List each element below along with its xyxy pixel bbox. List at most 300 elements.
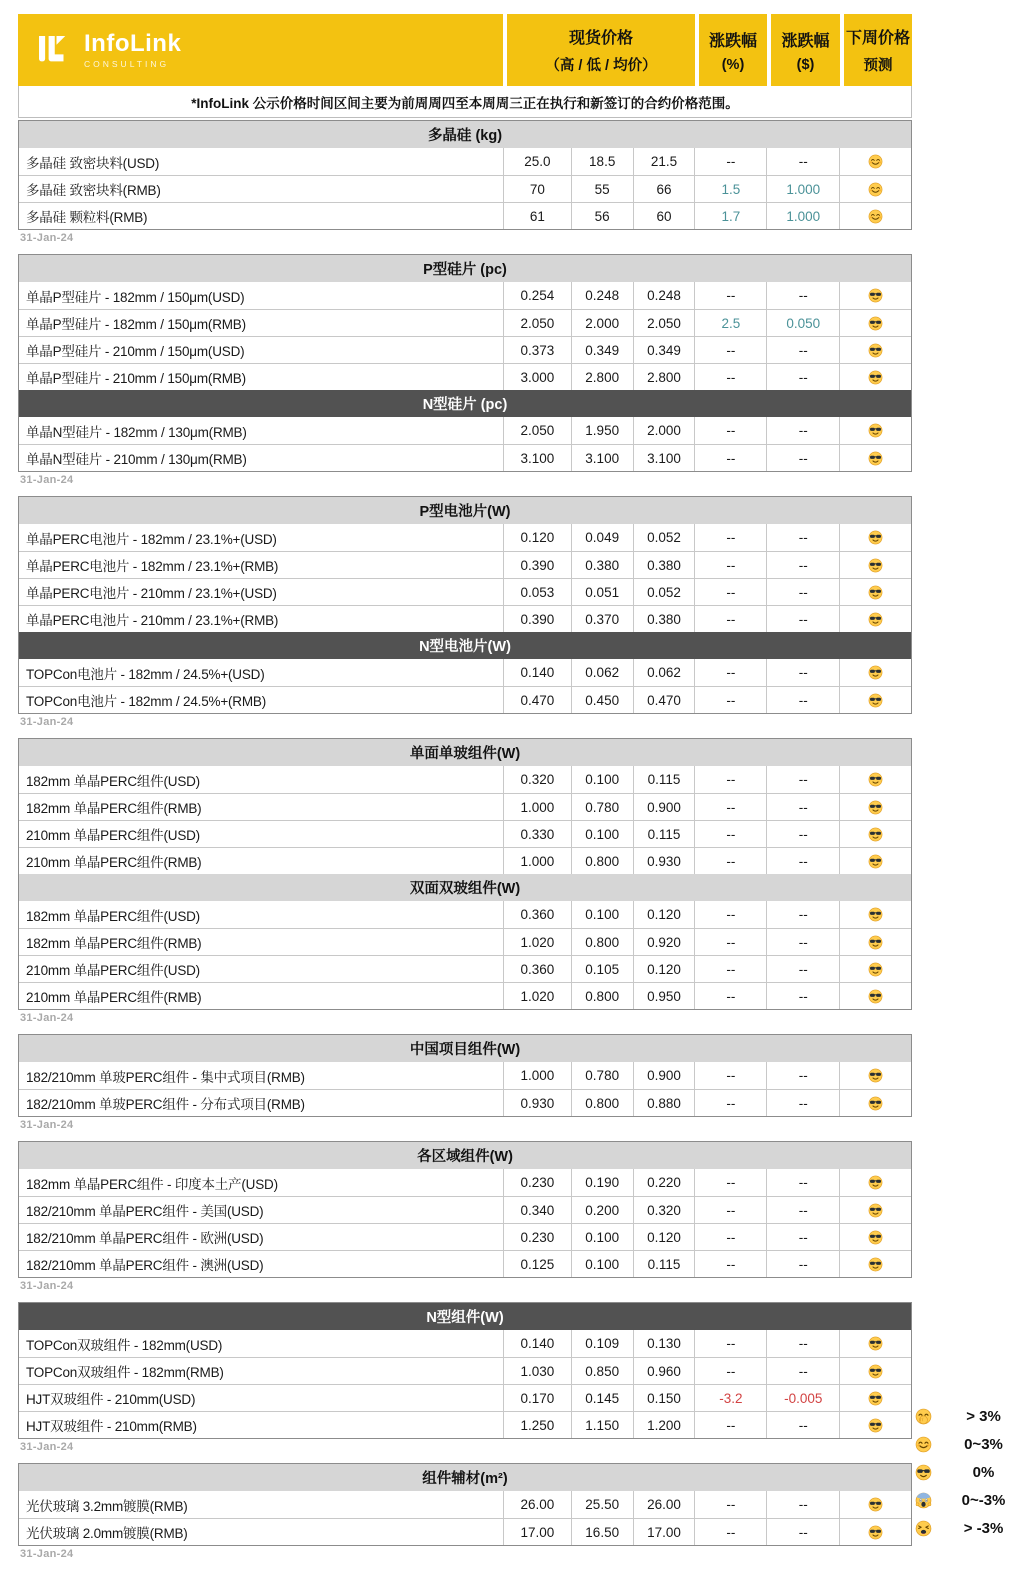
product-name-cell: 182mm 单晶PERC组件(USD) bbox=[26, 773, 200, 789]
product-name-cell: TOPCon双玻组件 - 182mm(USD) bbox=[26, 1337, 223, 1353]
section-header: 各区域组件(W) bbox=[19, 1142, 911, 1169]
product-name-cell: TOPCon电池片 - 182mm / 24.5%+(USD) bbox=[26, 666, 265, 682]
high-price-cell: 0.340 bbox=[503, 1197, 571, 1223]
low-price-cell: 0.062 bbox=[571, 659, 633, 686]
product-name-cell: 182/210mm 单玻PERC组件 - 集中式项目(RMB) bbox=[26, 1069, 305, 1085]
change-usd-cell: -0.005 bbox=[766, 1385, 839, 1411]
avg-price-cell: 0.120 bbox=[633, 1224, 695, 1250]
legend-emoji-wrap bbox=[905, 1520, 941, 1537]
high-price-cell: 1.250 bbox=[503, 1412, 571, 1438]
change-usd-cell: -- bbox=[766, 659, 839, 686]
cool-emoji-icon bbox=[868, 558, 883, 573]
forecast-cell bbox=[839, 337, 911, 363]
product-name-cell: 单晶PERC电池片 - 210mm / 23.1%+(RMB) bbox=[26, 613, 279, 628]
product-name-cell: 210mm 单晶PERC组件(RMB) bbox=[26, 990, 202, 1005]
product-name-cell: 多晶硅 致密块料(RMB) bbox=[26, 183, 161, 198]
change-usd-cell: -- bbox=[766, 1358, 839, 1384]
section-header: 双面双玻组件(W) bbox=[19, 874, 911, 901]
section-block bbox=[18, 1034, 912, 1117]
legend-item bbox=[905, 1514, 1026, 1542]
avg-price-cell: 3.100 bbox=[633, 445, 695, 471]
forecast-cell bbox=[839, 364, 911, 390]
date-label: 31-Jan-24 bbox=[20, 716, 74, 728]
low-price-cell: 2.000 bbox=[571, 310, 633, 336]
product-name-cell: 210mm 单晶PERC组件(USD) bbox=[26, 828, 200, 843]
product-name-cell: 单晶P型硅片 - 210mm / 150μm(RMB) bbox=[26, 371, 246, 386]
table-row bbox=[19, 1169, 911, 1196]
change-usd-subtitle: ($) bbox=[796, 56, 815, 73]
cool-emoji-icon bbox=[868, 612, 883, 627]
table-row bbox=[19, 1384, 911, 1411]
high-price-cell: 1.000 bbox=[503, 794, 571, 820]
avg-price-cell: 0.052 bbox=[633, 579, 695, 605]
change-usd-cell: -- bbox=[766, 983, 839, 1009]
cool-emoji-icon bbox=[868, 530, 883, 545]
low-price-cell: 0.100 bbox=[571, 1251, 633, 1277]
table-header bbox=[18, 14, 912, 86]
cool-emoji-icon bbox=[868, 1497, 883, 1512]
forecast-cell bbox=[839, 1519, 911, 1545]
change-usd-cell: -- bbox=[766, 901, 839, 928]
cool-emoji-icon bbox=[868, 1230, 883, 1245]
cool-emoji-icon bbox=[868, 423, 883, 438]
table-row bbox=[19, 820, 911, 847]
change-pct-cell: -- bbox=[694, 417, 766, 444]
avg-price-cell: 0.062 bbox=[633, 659, 695, 686]
cool-emoji-icon bbox=[868, 1257, 883, 1272]
avg-price-cell: 0.130 bbox=[633, 1330, 695, 1357]
cool-emoji-icon bbox=[868, 665, 883, 680]
forecast-subtitle: 预测 bbox=[863, 58, 893, 74]
section-block bbox=[18, 496, 912, 714]
low-price-cell: 55 bbox=[571, 176, 633, 202]
forecast-cell bbox=[839, 1412, 911, 1438]
avg-price-cell: 0.052 bbox=[633, 524, 695, 551]
legend-emoji-wrap bbox=[905, 1436, 941, 1453]
high-price-cell: 0.373 bbox=[503, 337, 571, 363]
table-row bbox=[19, 1089, 911, 1116]
high-price-cell: 0.053 bbox=[503, 579, 571, 605]
avg-price-cell: 0.960 bbox=[633, 1358, 695, 1384]
low-price-cell: 25.50 bbox=[571, 1491, 633, 1518]
legend-label: 0~3% bbox=[964, 1435, 1003, 1453]
low-price-cell: 2.800 bbox=[571, 364, 633, 390]
low-price-cell: 0.349 bbox=[571, 337, 633, 363]
avg-price-cell: 0.880 bbox=[633, 1090, 695, 1116]
avg-price-cell: 0.900 bbox=[633, 1062, 695, 1089]
low-price-cell: 0.370 bbox=[571, 606, 633, 632]
cool-emoji-icon bbox=[868, 827, 883, 842]
low-price-cell: 0.200 bbox=[571, 1197, 633, 1223]
change-usd-cell: -- bbox=[766, 445, 839, 471]
low-price-cell: 1.150 bbox=[571, 1412, 633, 1438]
change-pct-cell: -- bbox=[694, 579, 766, 605]
date-label: 31-Jan-24 bbox=[20, 1280, 74, 1292]
low-price-cell: 0.109 bbox=[571, 1330, 633, 1357]
low-price-cell: 0.800 bbox=[571, 929, 633, 955]
table-row bbox=[19, 524, 911, 551]
high-price-cell: 1.020 bbox=[503, 929, 571, 955]
section-header: P型电池片(W) bbox=[19, 497, 911, 524]
product-name-cell: 182/210mm 单晶PERC组件 - 美国(USD) bbox=[26, 1204, 264, 1219]
legend-item bbox=[905, 1402, 1026, 1430]
section-header: 单面单玻组件(W) bbox=[19, 739, 911, 766]
forecast-cell bbox=[839, 821, 911, 847]
avg-price-cell: 0.120 bbox=[633, 956, 695, 982]
legend-item bbox=[905, 1430, 1026, 1458]
change-usd-cell: -- bbox=[766, 524, 839, 551]
change-pct-cell: -- bbox=[694, 364, 766, 390]
change-usd-cell: 0.050 bbox=[766, 310, 839, 336]
cool-emoji-icon bbox=[868, 1203, 883, 1218]
forecast-cell bbox=[839, 417, 911, 444]
forecast-cell bbox=[839, 203, 911, 229]
forecast-cell bbox=[839, 1169, 911, 1196]
cool-emoji-icon bbox=[868, 1336, 883, 1351]
avg-price-cell: 2.000 bbox=[633, 417, 695, 444]
avg-price-cell: 0.950 bbox=[633, 983, 695, 1009]
change-pct-cell: -- bbox=[694, 1358, 766, 1384]
table-row bbox=[19, 955, 911, 982]
avg-price-cell: 0.115 bbox=[633, 1251, 695, 1277]
low-price-cell: 0.105 bbox=[571, 956, 633, 982]
section-header: 组件辅材(m²) bbox=[19, 1464, 911, 1491]
table-row bbox=[19, 148, 911, 175]
table-row bbox=[19, 282, 911, 309]
avg-price-cell: 66 bbox=[633, 176, 695, 202]
legend-emoji-wrap bbox=[905, 1464, 941, 1481]
avg-price-cell: 17.00 bbox=[633, 1519, 695, 1545]
forecast-legend bbox=[905, 1402, 1026, 1542]
high-price-cell: 0.360 bbox=[503, 901, 571, 928]
forecast-cell bbox=[839, 1090, 911, 1116]
change-usd-header bbox=[767, 14, 840, 86]
table-row bbox=[19, 363, 911, 390]
forecast-cell bbox=[839, 1251, 911, 1277]
section-header: P型硅片 (pc) bbox=[19, 255, 911, 282]
change-pct-cell: -- bbox=[694, 1330, 766, 1357]
high-price-cell: 1.000 bbox=[503, 1062, 571, 1089]
change-usd-cell: -- bbox=[766, 148, 839, 175]
avg-price-cell: 0.920 bbox=[633, 929, 695, 955]
change-pct-cell: -- bbox=[694, 1519, 766, 1545]
forecast-cell bbox=[839, 1358, 911, 1384]
forecast-cell bbox=[839, 1197, 911, 1223]
section-header: N型组件(W) bbox=[19, 1303, 911, 1330]
forecast-cell bbox=[839, 1224, 911, 1250]
table-row bbox=[19, 175, 911, 202]
forecast-cell bbox=[839, 1491, 911, 1518]
avg-price-cell: 60 bbox=[633, 203, 695, 229]
change-pct-cell: -- bbox=[694, 1197, 766, 1223]
product-name-cell: 单晶N型硅片 - 182mm / 130μm(RMB) bbox=[26, 424, 247, 440]
table-row bbox=[19, 605, 911, 632]
smile-emoji-icon bbox=[868, 154, 883, 169]
change-pct-header bbox=[695, 14, 767, 86]
change-pct-cell: -- bbox=[694, 1169, 766, 1196]
section-block bbox=[18, 1141, 912, 1278]
forecast-header bbox=[840, 14, 912, 86]
brand bbox=[18, 14, 503, 86]
cool-emoji-icon bbox=[868, 772, 883, 787]
change-usd-cell: 1.000 bbox=[766, 176, 839, 202]
high-price-cell: 3.000 bbox=[503, 364, 571, 390]
change-usd-cell: -- bbox=[766, 766, 839, 793]
table-row bbox=[19, 202, 911, 229]
change-pct-cell: -- bbox=[694, 148, 766, 175]
spot-price-title: 现货价格 bbox=[568, 30, 633, 47]
change-pct-cell: -- bbox=[694, 282, 766, 309]
product-name-cell: 182mm 单晶PERC组件(RMB) bbox=[26, 801, 202, 816]
high-price-cell: 2.050 bbox=[503, 417, 571, 444]
smile-emoji-icon bbox=[868, 209, 883, 224]
table-row bbox=[19, 982, 911, 1009]
product-name-cell: 182/210mm 单玻PERC组件 - 分布式项目(RMB) bbox=[26, 1097, 305, 1112]
product-name-cell: 单晶PERC电池片 - 182mm / 23.1%+(USD) bbox=[26, 531, 277, 547]
forecast-cell bbox=[839, 1385, 911, 1411]
change-usd-cell: -- bbox=[766, 1330, 839, 1357]
table-row bbox=[19, 1518, 911, 1545]
cool-emoji-icon bbox=[868, 854, 883, 869]
change-usd-cell: -- bbox=[766, 1412, 839, 1438]
cool-emoji-icon bbox=[868, 370, 883, 385]
change-pct-cell: -- bbox=[694, 983, 766, 1009]
table-row bbox=[19, 309, 911, 336]
legend-label: > 3% bbox=[966, 1407, 1001, 1425]
section-block bbox=[18, 120, 912, 230]
product-name-cell: 单晶P型硅片 - 182mm / 150μm(USD) bbox=[26, 289, 245, 305]
change-usd-cell: -- bbox=[766, 282, 839, 309]
change-pct-cell: -- bbox=[694, 337, 766, 363]
product-name-cell: 光伏玻璃 3.2mm镀膜(RMB) bbox=[26, 1498, 188, 1514]
change-pct-cell: -- bbox=[694, 848, 766, 874]
product-name-cell: 光伏玻璃 2.0mm镀膜(RMB) bbox=[26, 1526, 188, 1541]
table-row bbox=[19, 417, 911, 444]
section-block bbox=[18, 254, 912, 472]
infolink-logo-icon bbox=[32, 29, 74, 71]
change-usd-cell: -- bbox=[766, 1169, 839, 1196]
change-usd-cell: -- bbox=[766, 1090, 839, 1116]
change-usd-cell: 1.000 bbox=[766, 203, 839, 229]
table-row bbox=[19, 1223, 911, 1250]
high-price-cell: 1.020 bbox=[503, 983, 571, 1009]
section-block bbox=[18, 1302, 912, 1439]
forecast-cell bbox=[839, 794, 911, 820]
table-row bbox=[19, 336, 911, 363]
high-price-cell: 0.470 bbox=[503, 687, 571, 713]
change-usd-cell: -- bbox=[766, 1251, 839, 1277]
cool-emoji-icon bbox=[868, 1525, 883, 1540]
forecast-cell bbox=[839, 687, 911, 713]
spot-price-subtitle: （高 / 低 / 均价） bbox=[545, 58, 657, 74]
change-usd-cell: -- bbox=[766, 1519, 839, 1545]
high-price-cell: 0.360 bbox=[503, 956, 571, 982]
change-usd-cell: -- bbox=[766, 1062, 839, 1089]
avg-price-cell: 2.050 bbox=[633, 310, 695, 336]
table-row bbox=[19, 686, 911, 713]
legend-emoji-wrap bbox=[905, 1492, 941, 1509]
forecast-cell bbox=[839, 524, 911, 551]
avg-price-cell: 0.220 bbox=[633, 1169, 695, 1196]
table-row bbox=[19, 766, 911, 793]
change-usd-cell: -- bbox=[766, 687, 839, 713]
change-pct-cell: -- bbox=[694, 1062, 766, 1089]
product-name-cell: 182mm 单晶PERC组件(USD) bbox=[26, 908, 200, 924]
change-pct-cell: 1.7 bbox=[694, 203, 766, 229]
high-price-cell: 26.00 bbox=[503, 1491, 571, 1518]
product-name-cell: HJT双玻组件 - 210mm(RMB) bbox=[26, 1419, 197, 1434]
change-pct-cell: -- bbox=[694, 1251, 766, 1277]
change-usd-cell: -- bbox=[766, 929, 839, 955]
low-price-cell: 0.800 bbox=[571, 1090, 633, 1116]
cool-emoji-icon bbox=[868, 1364, 883, 1379]
forecast-cell bbox=[839, 929, 911, 955]
table-row bbox=[19, 1411, 911, 1438]
cool-emoji-icon bbox=[868, 1068, 883, 1083]
product-name-cell: HJT双玻组件 - 210mm(USD) bbox=[26, 1392, 196, 1407]
product-name-cell: 单晶P型硅片 - 210mm / 150μm(USD) bbox=[26, 344, 245, 359]
high-price-cell: 0.140 bbox=[503, 1330, 571, 1357]
date-label: 31-Jan-24 bbox=[20, 1441, 74, 1453]
change-pct-cell: -- bbox=[694, 794, 766, 820]
change-usd-cell: -- bbox=[766, 552, 839, 578]
change-pct-subtitle: (%) bbox=[721, 56, 745, 73]
table-row bbox=[19, 1196, 911, 1223]
brand-name: InfoLink bbox=[84, 29, 182, 57]
avg-price-cell: 0.900 bbox=[633, 794, 695, 820]
giggle-emoji-icon bbox=[915, 1408, 932, 1425]
change-pct-cell: -- bbox=[694, 552, 766, 578]
product-name-cell: 182/210mm 单晶PERC组件 - 澳洲(USD) bbox=[26, 1258, 264, 1273]
change-usd-cell: -- bbox=[766, 579, 839, 605]
section-header: 多晶硅 (kg) bbox=[19, 121, 911, 148]
avg-price-cell: 0.320 bbox=[633, 1197, 695, 1223]
low-price-cell: 0.800 bbox=[571, 848, 633, 874]
date-label: 31-Jan-24 bbox=[20, 1119, 74, 1131]
cool-emoji-icon bbox=[868, 989, 883, 1004]
change-usd-cell: -- bbox=[766, 1491, 839, 1518]
low-price-cell: 0.780 bbox=[571, 1062, 633, 1089]
change-usd-cell: -- bbox=[766, 364, 839, 390]
change-pct-cell: 2.5 bbox=[694, 310, 766, 336]
high-price-cell: 0.230 bbox=[503, 1224, 571, 1250]
product-name-cell: 单晶P型硅片 - 182mm / 150μm(RMB) bbox=[26, 317, 246, 332]
avg-price-cell: 0.150 bbox=[633, 1385, 695, 1411]
high-price-cell: 0.140 bbox=[503, 659, 571, 686]
low-price-cell: 0.248 bbox=[571, 282, 633, 309]
product-name-cell: 210mm 单晶PERC组件(RMB) bbox=[26, 855, 202, 870]
product-name-cell: 210mm 单晶PERC组件(USD) bbox=[26, 963, 200, 978]
legend-label: 0% bbox=[972, 1463, 995, 1481]
table-row bbox=[19, 551, 911, 578]
change-usd-cell: -- bbox=[766, 606, 839, 632]
change-pct-cell: -- bbox=[694, 821, 766, 847]
forecast-cell bbox=[839, 310, 911, 336]
avg-price-cell: 0.115 bbox=[633, 766, 695, 793]
cool-emoji-icon bbox=[868, 343, 883, 358]
high-price-cell: 1.000 bbox=[503, 848, 571, 874]
avg-price-cell: 0.248 bbox=[633, 282, 695, 309]
change-pct-cell: -- bbox=[694, 524, 766, 551]
avg-price-cell: 0.380 bbox=[633, 552, 695, 578]
forecast-cell bbox=[839, 848, 911, 874]
table-row bbox=[19, 659, 911, 686]
change-usd-cell: -- bbox=[766, 1197, 839, 1223]
legend-item bbox=[905, 1486, 1026, 1514]
forecast-cell bbox=[839, 606, 911, 632]
low-price-cell: 0.780 bbox=[571, 794, 633, 820]
note-row: *InfoLink 公示价格时间区间主要为前周周四至本周周三正在执行和新签订的合约价格范围。 bbox=[18, 86, 912, 118]
brand-subtitle: CONSULTING bbox=[84, 58, 170, 69]
cool-emoji-icon bbox=[868, 1391, 883, 1406]
low-price-cell: 3.100 bbox=[571, 445, 633, 471]
avg-price-cell: 0.470 bbox=[633, 687, 695, 713]
change-pct-cell: -- bbox=[694, 956, 766, 982]
avg-price-cell: 26.00 bbox=[633, 1491, 695, 1518]
cool-emoji-icon bbox=[868, 451, 883, 466]
cool-emoji-icon bbox=[868, 1096, 883, 1111]
change-pct-cell: -3.2 bbox=[694, 1385, 766, 1411]
spot-price-header bbox=[503, 14, 695, 86]
cool-emoji-icon bbox=[868, 585, 883, 600]
change-pct-cell: -- bbox=[694, 687, 766, 713]
avg-price-cell: 0.930 bbox=[633, 848, 695, 874]
date-label: 31-Jan-24 bbox=[20, 1012, 74, 1024]
forecast-cell bbox=[839, 552, 911, 578]
forecast-cell bbox=[839, 956, 911, 982]
table-row bbox=[19, 1357, 911, 1384]
product-name-cell: 182/210mm 单晶PERC组件 - 欧洲(USD) bbox=[26, 1231, 264, 1246]
low-price-cell: 0.850 bbox=[571, 1358, 633, 1384]
low-price-cell: 0.100 bbox=[571, 1224, 633, 1250]
forecast-cell bbox=[839, 901, 911, 928]
change-pct-title: 涨跌幅 bbox=[708, 32, 757, 50]
change-usd-cell: -- bbox=[766, 821, 839, 847]
blocks bbox=[18, 120, 912, 1561]
cool-emoji-icon bbox=[868, 1418, 883, 1433]
avg-price-cell: 2.800 bbox=[633, 364, 695, 390]
product-name-cell: 单晶N型硅片 - 210mm / 130μm(RMB) bbox=[26, 452, 247, 467]
cool-emoji-icon bbox=[868, 316, 883, 331]
smile-emoji-icon bbox=[868, 182, 883, 197]
low-price-cell: 0.100 bbox=[571, 766, 633, 793]
cool-emoji-icon bbox=[868, 800, 883, 815]
high-price-cell: 0.390 bbox=[503, 606, 571, 632]
high-price-cell: 61 bbox=[503, 203, 571, 229]
date-label: 31-Jan-24 bbox=[20, 474, 74, 486]
forecast-title: 下周价格 bbox=[845, 30, 910, 47]
cool-emoji-icon bbox=[868, 935, 883, 950]
table-row bbox=[19, 847, 911, 874]
cool-emoji-icon bbox=[868, 907, 883, 922]
product-name-cell: 182mm 单晶PERC组件 - 印度本土产(USD) bbox=[26, 1176, 278, 1192]
low-price-cell: 0.049 bbox=[571, 524, 633, 551]
avg-price-cell: 0.380 bbox=[633, 606, 695, 632]
table-row bbox=[19, 444, 911, 471]
change-pct-cell: -- bbox=[694, 901, 766, 928]
high-price-cell: 17.00 bbox=[503, 1519, 571, 1545]
low-price-cell: 0.145 bbox=[571, 1385, 633, 1411]
table-row bbox=[19, 1491, 911, 1518]
low-price-cell: 0.380 bbox=[571, 552, 633, 578]
wail-emoji-icon bbox=[915, 1520, 932, 1537]
high-price-cell: 0.390 bbox=[503, 552, 571, 578]
cool-emoji-icon bbox=[868, 288, 883, 303]
section-block bbox=[18, 1463, 912, 1546]
high-price-cell: 0.230 bbox=[503, 1169, 571, 1196]
forecast-cell bbox=[839, 282, 911, 309]
low-price-cell: 0.100 bbox=[571, 821, 633, 847]
